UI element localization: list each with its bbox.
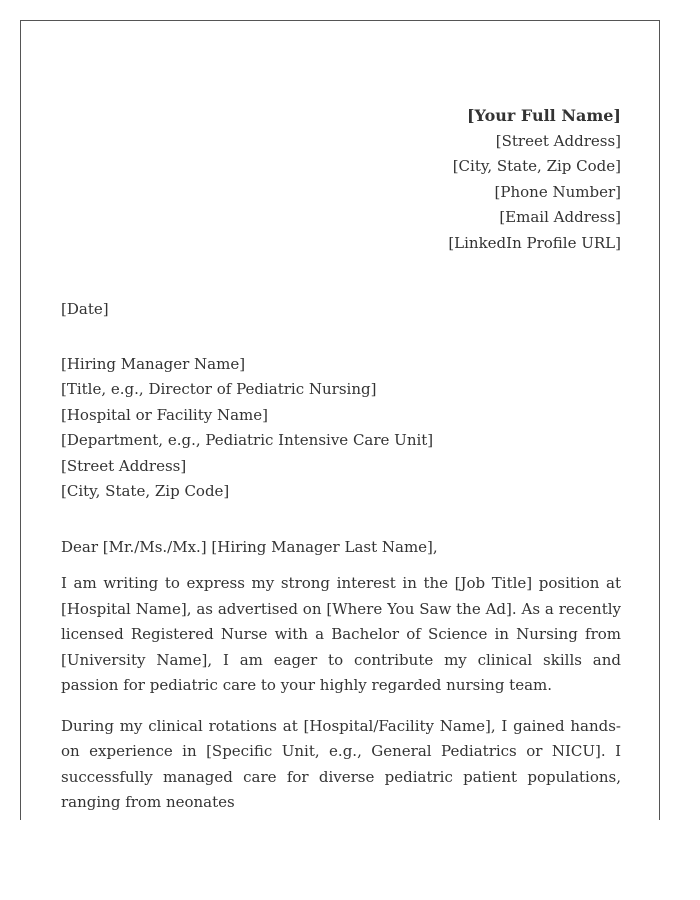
letter-body (61, 103, 621, 820)
recipient-street: [Street Address] (61, 456, 187, 475)
recipient-name: [Hiring Manager Name] (61, 354, 246, 373)
sender-street: [Street Address] (495, 131, 621, 150)
body-paragraph-2: During my clinical rotations at [Hospital/Facility Name], I gained hands-on experience in [Specific Unit, e.g., General Pediatrics or NICU]. I successfully managed care for diverse pediatric patient populations, ranging from neonates (61, 716, 621, 811)
salutation: Dear [Mr./Ms./Mx.] [Hiring Manager Last Name], (61, 537, 438, 556)
sender-name: [Your Full Name] (466, 106, 621, 125)
sender-email: [Email Address] (499, 208, 621, 226)
recipient-city: [City, State, Zip Code] (61, 482, 230, 500)
letter-date: [Date] (61, 300, 109, 318)
recipient-department: [Department, e.g., Pediatric Intensive Care Unit] (61, 431, 434, 449)
sender-phone: [Phone Number] (494, 182, 621, 201)
sender-linkedin: [LinkedIn Profile URL] (448, 233, 621, 252)
body-paragraph-1: I am writing to express my strong interest in the [Job Title] position at [Hospital Name], as advertised on [Where You Saw the Ad]. As a recently licensed Registered Nurse with a Bachelor of Science in Nursing from [University Name], I am eager to contribute my clinical skills and passion for pediatric care to your highly regarded nursing team. (61, 574, 621, 694)
recipient-title: [Title, e.g., Director of Pediatric Nursing] (61, 380, 377, 398)
document-page (20, 20, 660, 820)
recipient-facility: [Hospital or Facility Name] (61, 405, 268, 424)
sender-block (61, 103, 621, 256)
sender-city: [City, State, Zip Code] (452, 157, 621, 175)
recipient-block (61, 352, 621, 505)
